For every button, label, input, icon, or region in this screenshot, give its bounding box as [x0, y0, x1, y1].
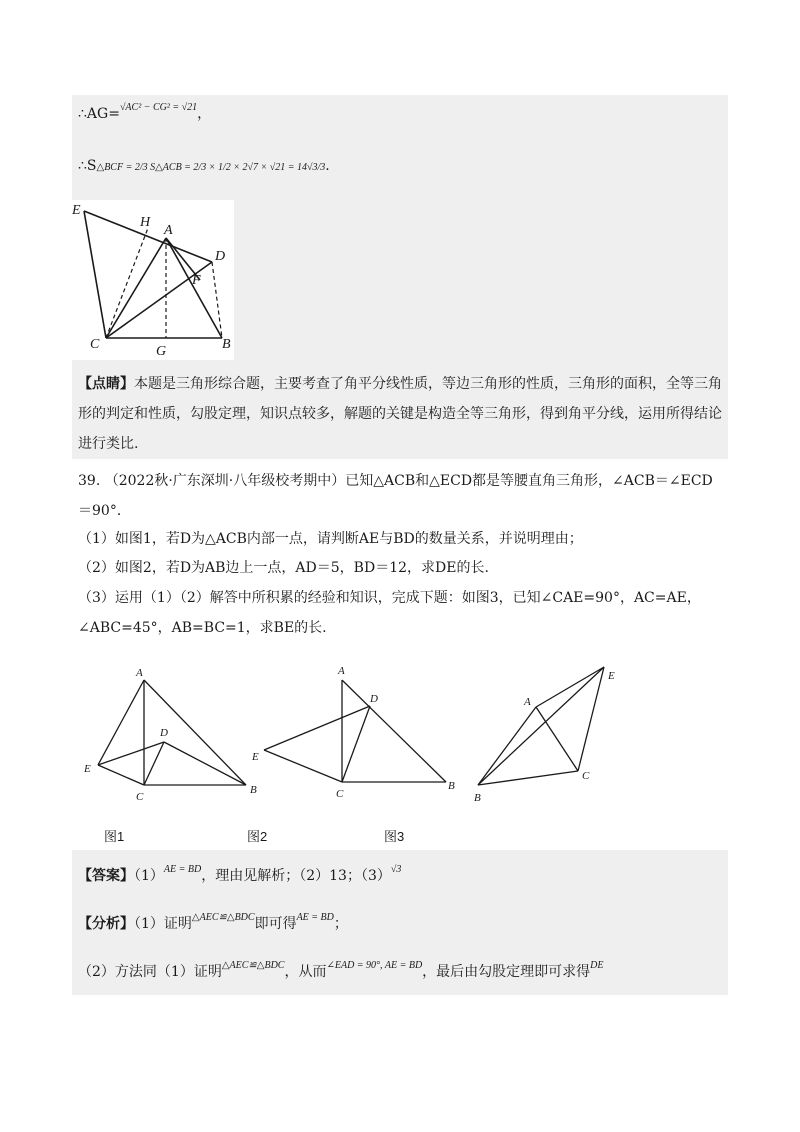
label-H: H [140, 215, 151, 230]
comment-paragraph [78, 369, 724, 459]
comment-tag: 【点睛】 [78, 376, 134, 392]
fig3-caption: 图3 [384, 829, 405, 844]
answer-math-2: √3 [390, 864, 402, 875]
answer-math-1: AE = BD [163, 864, 202, 875]
problem-source: （2022秋·广东深圳·八年级校考期中） [104, 473, 346, 489]
label-E: E [72, 203, 81, 218]
fig2-label-A: A [338, 665, 345, 677]
analysis-line-2: （2）方法同（1）证明$^{\triangle AEC≌\triangle BDC}$，从而$^{\angle EAD = 90^\circ, AE = BD}$，最后由勾股定理即可求得$^{DE}$ [78, 960, 604, 980]
fig1-label-D: D [160, 727, 168, 739]
answer-line: 【答案】$(1)^{AE = BD}$，理由见解析；（2）13；$(3)^{√3}$ [78, 864, 402, 884]
label-A: A [164, 223, 173, 238]
fig1-label-C: C [136, 791, 144, 803]
fig2-label-E: E [252, 751, 259, 763]
fig3-label-A: A [524, 696, 531, 708]
area-formula: △BCF = 2/3 S△ACB = 2/3 × 1/2 × 2√7 × √21 = 14√3/3 [96, 162, 326, 173]
problem-stem-text: 已知△ACB和△ECD都是等腰直角三角形，∠ACB＝∠ECD＝90°． [78, 473, 713, 519]
answer-tag: 【答案】 [78, 868, 134, 884]
label-B: B [222, 337, 231, 352]
figure-2 [250, 660, 470, 810]
fig2-caption: 图2 [247, 829, 268, 844]
question-3-line-2: ∠ABC=45°，AB=BC=1，求BE的长. [78, 620, 327, 636]
fig1-caption: 图1 [104, 829, 125, 844]
label-D: D [215, 249, 226, 264]
ag-formula: √AC² − CG² = √21 [119, 102, 198, 113]
fig2-label-B: B [448, 780, 455, 792]
figure-3 [466, 655, 636, 810]
figure-triangle-solution [72, 200, 234, 360]
line-area: ∴S△BCF = 2/3 S△ACB = 2/3 × 1/2 × 2√7 × √21 = 14√3/3. [78, 158, 330, 174]
fig3-label-B: B [474, 792, 481, 804]
problem-number: 39. [78, 473, 101, 489]
analysis-line-1: 【分析】（1）证明$^{\triangle AEC≌\triangle BDC}$即可得$^{AE = BD}$； [78, 912, 348, 932]
question-2: （2）如图2，若D为AB边上一点，AD＝5，BD＝12，求DE的长. [78, 560, 489, 576]
analysis-tag: 【分析】 [78, 916, 134, 932]
label-C: C [90, 337, 100, 352]
fig1-label-B: B [250, 784, 257, 796]
fig2-label-D: D [370, 693, 378, 705]
line-ag: ∴AG=$^{√AC^2 - CG^2 = √21}$， [78, 102, 212, 122]
fig3-label-E: E [608, 670, 615, 682]
question-1: （1）如图1，若D为△ACB内部一点，请判断AE与BD的数量关系，并说明理由； [78, 531, 583, 547]
fig3-label-C: C [582, 770, 590, 782]
problem-stem [78, 466, 724, 526]
label-F: F [192, 273, 201, 288]
question-3-line-1: （3）运用（1）（2）解答中所积累的经验和知识，完成下题：如图3，已知∠CAE=90°，AC=AE， [78, 590, 701, 606]
fig2-label-C: C [336, 788, 344, 800]
fig1-label-A: A [136, 667, 143, 679]
label-G: G [156, 344, 167, 359]
comment-text: 本题是三角形综合题，主要考查了角平分线性质，等边三角形的性质，三角形的面积，全等三角形的判定和性质，勾股定理，知识点较多，解题的关键是构造全等三角形，得到角平分线，运用所得结论进行类比. [78, 376, 722, 452]
fig1-label-E: E [84, 763, 91, 775]
figure-1 [78, 660, 268, 810]
